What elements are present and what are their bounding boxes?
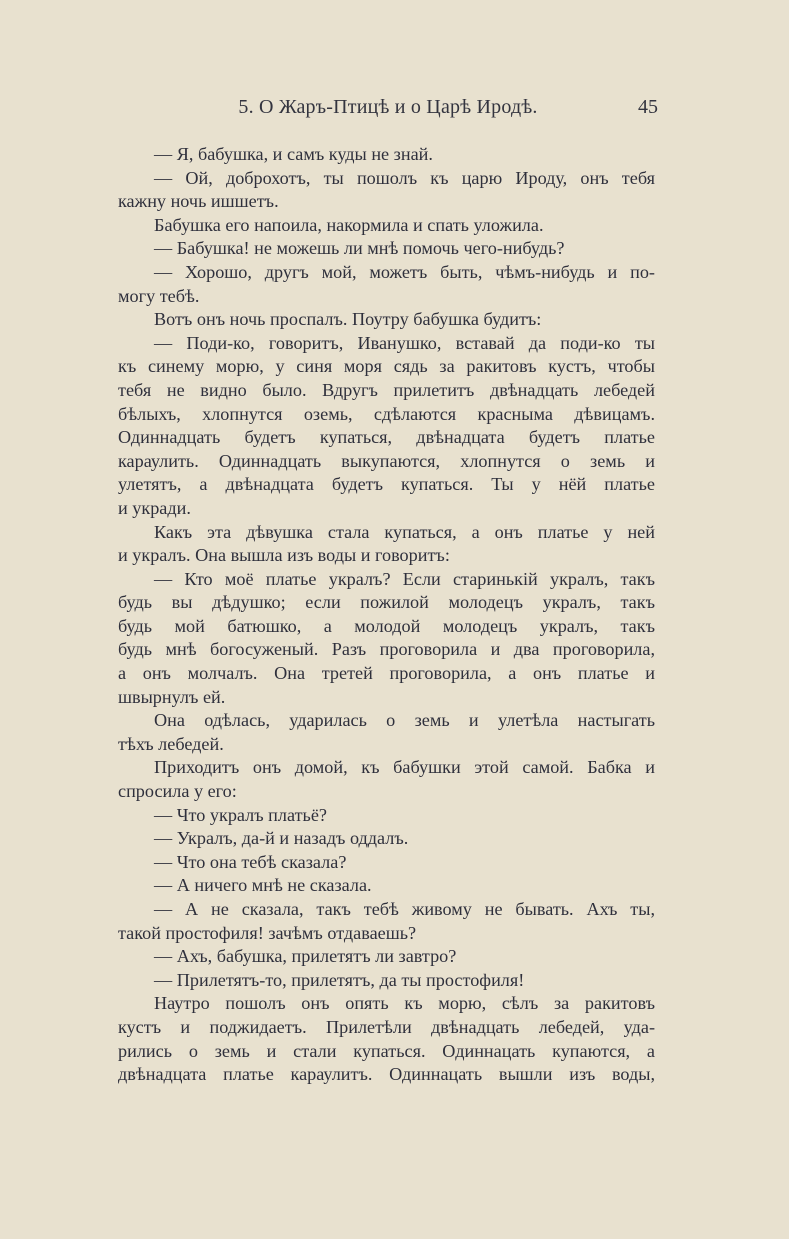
page-number: 45 (638, 96, 658, 118)
text-line: — Укралъ, да-й и назадъ оддалъ. (154, 828, 409, 849)
text-line: Какъ эта дѣвушка стала купаться, а онъ платье у ней (154, 521, 655, 542)
text-line: — Ой, доброхотъ, ты пошолъ къ царю Ироду, онъ тебя (154, 167, 655, 188)
text-line: — Бабушка! не можешь ли мнѣ помочь чего-нибудь? (154, 238, 565, 259)
text-line: спросила у его: (118, 781, 237, 802)
page-header (118, 96, 658, 132)
text-line: — Поди-ко, говоритъ, Иванушко, вставай да поди-ко ты (154, 332, 655, 353)
text-line: могу тебѣ. (118, 285, 200, 306)
text-line: Наутро пошолъ онъ опять къ морю, сѣлъ за ракитовъ (154, 993, 655, 1014)
text-line: Вотъ онъ ночь проспалъ. Поутру бабушка будитъ: (154, 309, 542, 330)
text-line: — Я, бабушка, и самъ куды не знай. (154, 144, 433, 164)
text-line: — Что она тебѣ сказала? (154, 851, 347, 872)
text-line: Бабушка его напоила, накормила и спать уложила. (154, 214, 544, 235)
text-line: двѣнадцата платье караулитъ. Одиннацать вышли изъ воды, (118, 1064, 655, 1085)
text-line: кажну ночь ишшетъ. (118, 191, 279, 212)
text-line: рились о земь и стали купаться. Одиннацать купаются, а (118, 1040, 655, 1061)
text-line: такой простофиля! зачѣмъ отдаваешь? (118, 922, 417, 943)
text-body (118, 143, 655, 1087)
text-line: улетятъ, а двѣнадцата будетъ купаться. Ты у нёй платье (118, 474, 655, 495)
text-line: — Кто моё платье укралъ? Если старинькій укралъ, такъ (154, 568, 655, 589)
text-line: къ синему морю, у синя моря сядь за ракитовъ кустъ, чтобы (118, 356, 655, 377)
text-line: караулить. Одиннадцать выкупаются, хлопнутся о земь и (118, 450, 655, 471)
text-line: тѣхъ лебедей. (118, 733, 224, 754)
text-line: тебя не видно было. Вдругъ прилетитъ двѣнадцать лебедей (118, 379, 655, 400)
text-line: — Прилетятъ-то, прилетятъ, да ты простофиля! (154, 969, 525, 990)
text-line: Она одѣлась, ударилась о земь и улетѣла настыгать (154, 710, 655, 731)
text-line: Приходитъ онъ домой, къ бабушки этой самой. Бабка и (154, 757, 655, 778)
text-line: и укради. (118, 497, 191, 518)
text-line: и укралъ. Она вышла изъ воды и говоритъ: (118, 545, 450, 566)
text-line: будь мнѣ богосуженый. Разъ проговорила и два проговорила, (118, 639, 655, 660)
text-line: — А не сказала, такъ тебѣ живому не бывать. Ахъ ты, (154, 899, 655, 919)
text-line: — А ничего мнѣ не сказала. (154, 875, 372, 896)
text-line: — Хорошо, другъ мой, можетъ быть, чѣмъ-нибудь и по- (154, 261, 655, 282)
text-line: бѣлыхъ, хлопнутся оземь, сдѣлаются красныма дѣвицамъ. (118, 403, 655, 424)
text-line: будь мой батюшко, а молодой молодецъ укралъ, такъ (118, 615, 655, 636)
text-line: кустъ и поджидаетъ. Прилетѣли двѣнадцать лебедей, уда- (118, 1016, 655, 1037)
text-line: — Что укралъ платьё? (154, 804, 327, 825)
text-line: Одиннадцать будетъ купаться, двѣнадцата будетъ платье (118, 427, 655, 448)
running-title: 5. О Жаръ-Птицѣ и о Царѣ Иродѣ. (238, 96, 538, 118)
text-line: а онъ молчалъ. Она третей проговорила, а онъ платье и (118, 663, 655, 684)
text-line: — Ахъ, бабушка, прилетятъ ли завтро? (154, 946, 457, 967)
text-line: будь вы дѣдушко; если пожилой молодецъ укралъ, такъ (118, 592, 655, 613)
text-line: швырнулъ ей. (118, 686, 226, 707)
